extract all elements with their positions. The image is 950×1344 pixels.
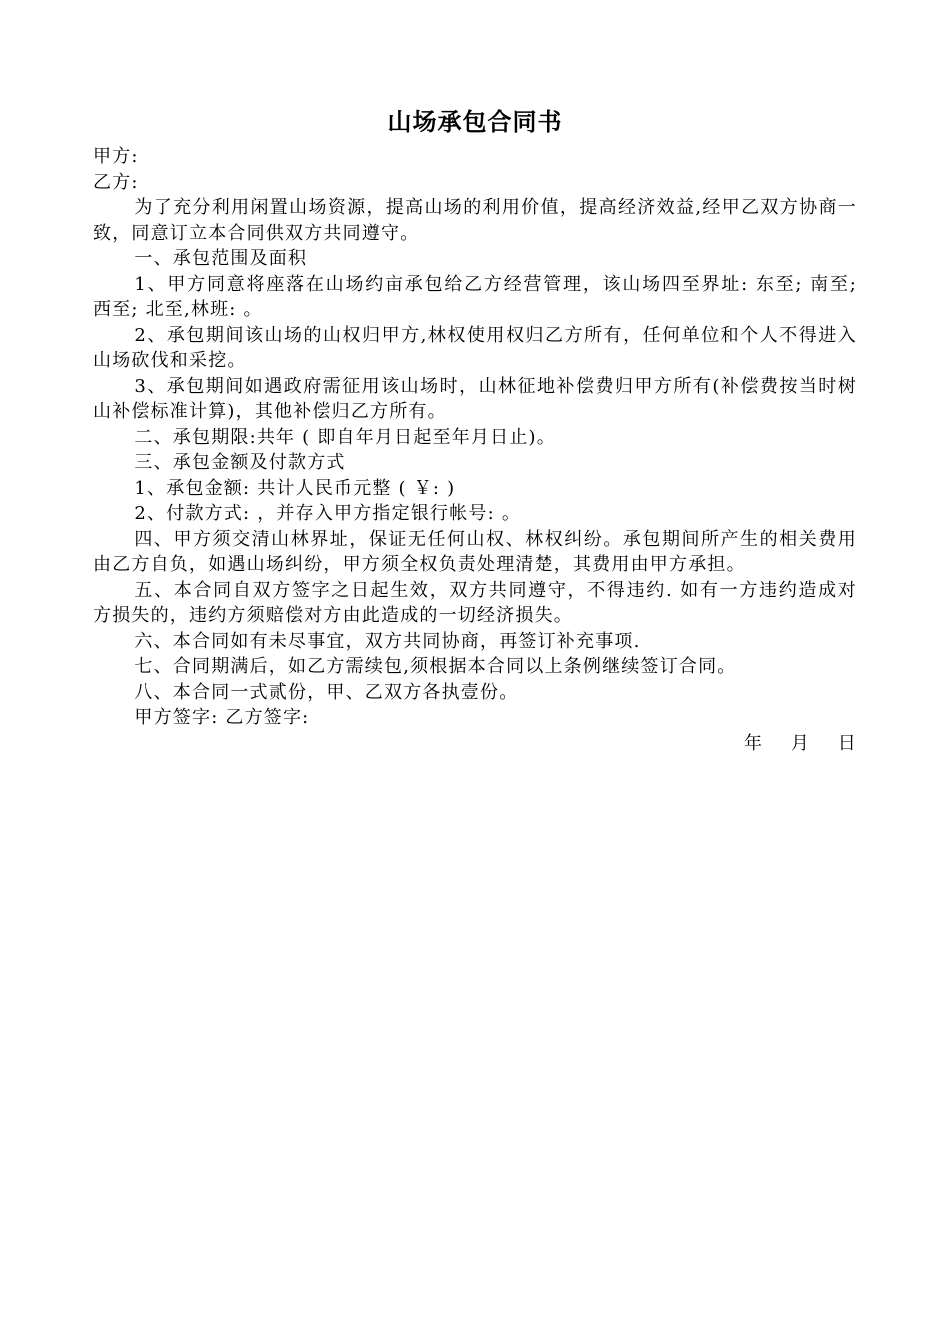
contract-body [93,144,857,756]
document-title: 山场承包合同书 [387,108,563,136]
section-1-heading: 一、承包范围及面积 [134,248,308,269]
section-7: 七、合同期满后，如乙方需续包,须根据本合同以上条例继续签订合同。 [134,656,737,677]
section-3-heading: 三、承包金额及付款方式 [134,452,346,473]
party-a-line: 甲方: [93,146,139,167]
section-4: 四、甲方须交清山林界址，保证无任何山权、林权纠纷。承包期间所产生的相关费用由乙方自负，如遇山场纠纷，甲方须全权负责处理清楚，其费用由甲方承担。 [93,528,857,575]
date-line: 年 月 日 [744,732,857,754]
contract-page [93,104,857,756]
section-1-item-1: 1、甲方同意将座落在山场约亩承包给乙方经营管理，该山场四至界址: 东至; 南至; 西至; 北至,林班: 。 [93,273,857,320]
section-5: 五、本合同自双方签字之日起生效，双方共同遵守，不得违约. 如有一方违约造成对方损失的，违约方须赔偿对方由此造成的一切经济损失。 [93,579,857,626]
party-b-line: 乙方: [93,171,139,193]
section-3-item-2: 2、付款方式: ，并存入甲方指定银行帐号: 。 [134,503,522,524]
section-3-item-1: 1、承包金额: 共计人民币元整 ( ￥: ) [134,477,456,499]
intro-paragraph: 为了充分利用闲置山场资源，提高山场的利用价值，提高经济效益,经甲乙双方协商一致，同意订立本合同供双方共同遵守。 [93,197,857,244]
section-2-term: 二、承包期限:共年 ( 即自年月日起至年月日止)。 [134,426,556,448]
signature-line: 甲方签字: 乙方签字: [134,707,310,728]
section-8: 八、本合同一式贰份，甲、乙双方各执壹份。 [134,681,519,703]
section-1-item-2: 2、承包期间该山场的山权归甲方,林权使用权归乙方所有，任何单位和个人不得进入山场砍伐和采挖。 [93,324,857,371]
section-6: 六、本合同如有未尽事宜，双方共同协商，再签订补充事项. [134,630,641,652]
section-1-item-3: 3、承包期间如遇政府需征用该山场时，山林征地补偿费归甲方所有(补偿费按当时树山补偿标准计算)，其他补偿归乙方所有。 [93,375,857,422]
